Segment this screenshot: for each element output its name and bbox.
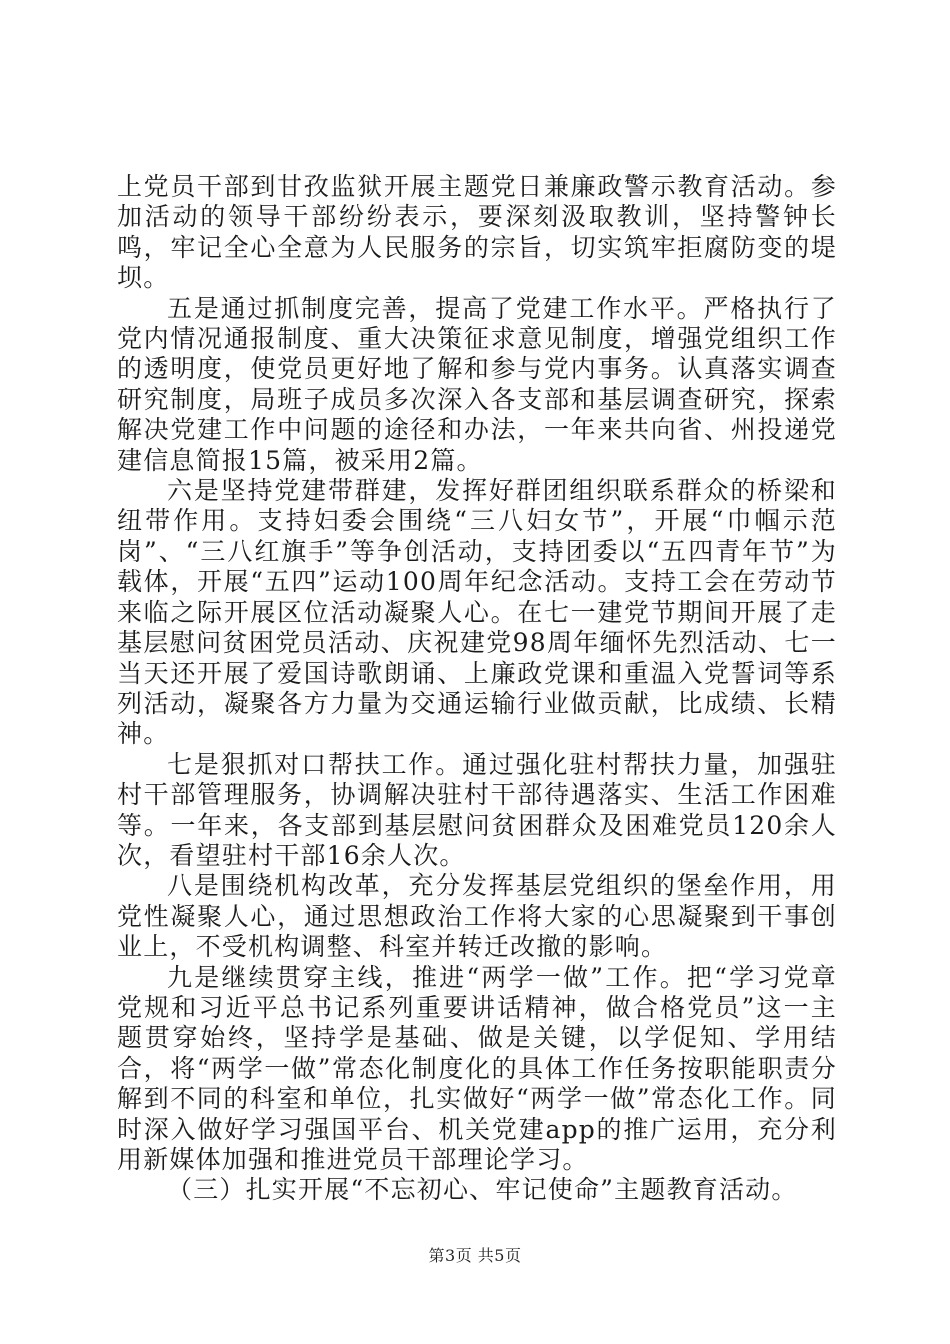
document-body (117, 172, 837, 1206)
section-heading-3: （三）扎实开展“不忘初心、牢记使命”主题教育活动。 (167, 1175, 798, 1205)
paragraph-item-7: 七是狠抓对口帮扶工作。通过强化驻村帮扶力量，加强驻村干部管理服务，协调解决驻村干部待遇落实、生活工作困难等。一年来，各支部到基层慰问贫困群众及困难党员120余人次，看望驻村干部16余人次。 (117, 749, 837, 870)
paragraph-item-9: 九是继续贯穿主线，推进“两学一做”工作。把“学习党章党规和习近平总书记系列重要讲话精神，做合格党员”这一主题贯穿始终，坚持学是基础、做是关键，以学促知、学用结合，将“两学一做”常态化制度化的具体工作任务按职能职责分解到不同的科室和单位，扎实做好“两学一做”常态化工作。同时深入做好学习强国平台、机关党建app的推广运用，充分利用新媒体加强和推进党员干部理论学习。 (117, 962, 837, 1174)
page-number-footer: 第3页 共5页 (428, 1246, 522, 1265)
paragraph-item-5: 五是通过抓制度完善，提高了党建工作水平。严格执行了党内情况通报制度、重大决策征求意见制度，增强党组织工作的透明度，使党员更好地了解和参与党内事务。认真落实调查研究制度，局班子成员多次深入各支部和基层调查研究，探索解决党建工作中问题的途径和办法，一年来共向省、州投递党建信息简报15篇，被采用2篇。 (117, 293, 837, 475)
paragraph-item-8: 八是围绕机构改革，充分发挥基层党组织的堡垒作用，用党性凝聚人心，通过思想政治工作将大家的心思凝聚到干事创业上，不受机构调整、科室并转迁改撤的影响。 (117, 871, 837, 962)
paragraph-item-6: 六是坚持党建带群建，发挥好群团组织联系群众的桥梁和纽带作用。支持妇委会围绕“三八妇女节”，开展“巾帼示范岗”、“三八红旗手”等争创活动，支持团委以“五四青年节”为载体，开展“五四”运动100周年纪念活动。支持工会在劳动节来临之际开展区位活动凝聚人心。在七一建党节期间开展了走基层慰问贫困党员活动、庆祝建党98周年缅怀先烈活动、七一当天还开展了爱国诗歌朗诵、上廉政党课和重温入党誓词等系列活动，凝聚各方力量为交通运输行业做贡献，比成绩、长精神。 (117, 476, 837, 749)
paragraph-continuation: 上党员干部到甘孜监狱开展主题党日兼廉政警示教育活动。参加活动的领导干部纷纷表示，要深刻汲取教训，坚持警钟长鸣，牢记全心全意为人民服务的宗旨，切实筑牢拒腐防变的堤坝。 (117, 172, 837, 293)
